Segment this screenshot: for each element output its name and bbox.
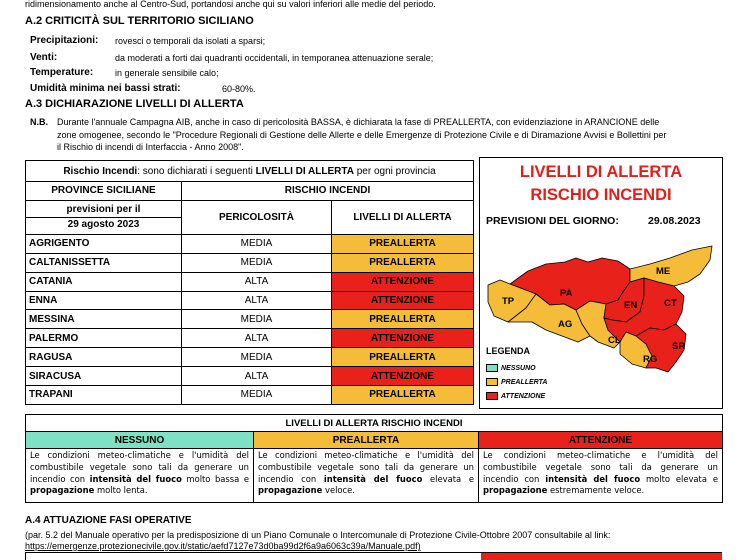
forecast-label: PREVISIONI DEL GIORNO: — [486, 215, 619, 227]
map-label-me: ME — [656, 266, 671, 277]
map-box — [479, 157, 723, 409]
section-a4-text: (par. 5.2 del Manuale operativo per la predisposizione di un Piano Comunale o Intercomunale di Protezione Civile-Ottobre 2007 consultabile al link: — [25, 530, 611, 540]
levels-title: LIVELLI DI ALLERTA RISCHIO INCENDI — [26, 415, 723, 432]
section-a2-title: A.2 CRITICITÀ SUL TERRITORIO SICILIANO — [25, 15, 254, 27]
legend-item-attenzione: ATTENZIONE — [486, 392, 545, 400]
table-row — [26, 272, 474, 291]
intro-text: ridimensionamento anche al Centro-Sud, portandosi anche qui su valori inferiori alle medie del periodo. — [25, 0, 436, 9]
section-a4-title: A.4 ATTUAZIONE FASI OPERATIVE — [25, 515, 192, 526]
map-label-rg: RG — [643, 354, 658, 365]
danger-value: MEDIA — [182, 310, 332, 329]
map-title-line1: LIVELLI DI ALLERTA — [519, 163, 683, 181]
danger-value: MEDIA — [182, 348, 332, 367]
danger-value: ALTA — [182, 272, 332, 291]
danger-value: MEDIA — [182, 234, 332, 253]
table-banner-row — [26, 161, 474, 182]
table-row — [26, 386, 474, 405]
table-row — [26, 310, 474, 329]
venti-label: Venti: — [30, 52, 58, 63]
table-banner: Rischio Incendi: sono dichiarati i seguenti LIVELLI DI ALLERTA per ogni provincia — [26, 161, 474, 182]
nb-text — [57, 116, 727, 154]
province-name: CATANIA — [26, 272, 182, 291]
legend-swatch-preallerta — [486, 378, 498, 386]
alert-level: PREALLERTA — [332, 253, 474, 272]
danger-value: ALTA — [182, 367, 332, 386]
col-levels-header: LIVELLI DI ALLERTA — [332, 200, 474, 234]
province-rows — [26, 234, 474, 404]
temperature-label: Temperature: — [30, 67, 94, 78]
legend-swatch-attenzione — [486, 392, 498, 400]
province-name: MESSINA — [26, 310, 182, 329]
alert-level: ATTENZIONE — [332, 272, 474, 291]
level-desc-attenzione: Le condizioni meteo-climatiche e l'umidità del combustibile vegetale sono tali da generare un incendio con intensità del fuoco molto elevata e propagazione estremamente veloce. — [479, 449, 723, 503]
level-header-attenzione: ATTENZIONE — [479, 432, 723, 449]
map-label-ag: AG — [558, 319, 573, 330]
legend-item-preallerta: PREALLERTA — [486, 378, 547, 386]
map-label-pa: PA — [560, 288, 573, 299]
venti-value: da moderati a forti dai quadranti occidentali, in temporanea attenuazione serale; — [115, 53, 434, 63]
table-row — [26, 291, 474, 310]
table-row — [26, 253, 474, 272]
level-desc-nessuno: Le condizioni meteo-climatiche e l'umidità del combustibile vegetale sono tali da generare un incendio con intensità del fuoco molto bassa e propagazione molto lenta. — [26, 449, 254, 503]
alert-level: PREALLERTA — [332, 310, 474, 329]
map-label-tp: TP — [502, 296, 515, 307]
temperature-value: in generale sensibile calo; — [115, 68, 219, 78]
umidita-label: Umidità minima nei bassi strati: — [30, 83, 181, 94]
alert-level: PREALLERTA — [332, 348, 474, 367]
province-risk-table — [25, 160, 474, 405]
next-table-edge — [25, 552, 722, 560]
map-title-line2: RISCHIO INCENDI — [530, 186, 672, 204]
nb-line-3: il Rischio di incendi di Interfaccia - Anno 2008". — [57, 142, 244, 152]
legend-title: LEGENDA — [486, 346, 531, 356]
map-label-ct: CT — [664, 298, 677, 309]
table-row — [26, 367, 474, 386]
nb-line-1: Durante l'annuale Campagna AIB, anche in caso di pericolosità BASSA, è dichiarata la fase di PREALLERTA, con evidenziazione in ARANCIONE delle — [57, 117, 660, 127]
precipitazioni-value: rovesci o temporali da isolati a sparsi; — [115, 36, 266, 46]
map-label-sr: SR — [672, 341, 686, 352]
next-table-red-cell — [481, 553, 722, 560]
forecast-date-cell: previsioni per il 29 agosto 2023 — [26, 200, 182, 234]
danger-value: ALTA — [182, 291, 332, 310]
col-danger-header: PERICOLOSITÀ — [182, 200, 332, 234]
danger-value: MEDIA — [182, 386, 332, 405]
nb-label: N.B. — [30, 117, 48, 127]
precipitazioni-label: Precipitazioni: — [30, 35, 99, 46]
province-name: TRAPANI — [26, 386, 182, 405]
col-province-header: PROVINCE SICILIANE — [26, 182, 182, 201]
map-label-en: EN — [624, 300, 638, 311]
province-name: ENNA — [26, 291, 182, 310]
levels-table — [25, 414, 723, 503]
level-header-nessuno: NESSUNO — [26, 432, 254, 449]
forecast-date: 29.08.2023 — [648, 215, 701, 227]
danger-value: ALTA — [182, 329, 332, 348]
legend-swatch-nessuno — [486, 364, 498, 372]
province-name: RAGUSA — [26, 348, 182, 367]
province-name: PALERMO — [26, 329, 182, 348]
alert-level: PREALLERTA — [332, 386, 474, 405]
map-label-cl: CL — [608, 335, 621, 346]
alert-level: ATTENZIONE — [332, 291, 474, 310]
province-name: SIRACUSA — [26, 367, 182, 386]
col-risk-header: RISCHIO INCENDI — [182, 182, 474, 201]
manual-link[interactable]: https://emergenze.protezionecivile.gov.it/static/aefd7127e73d0ba99d2f6a9a6063c39a/Manuale.pdf) — [25, 541, 421, 551]
province-name: AGRIGENTO — [26, 234, 182, 253]
legend-item-nessuno: NESSUNO — [486, 364, 536, 372]
section-a3-title: A.3 DICHIARAZIONE LIVELLI DI ALLERTA — [25, 98, 244, 110]
alert-level: ATTENZIONE — [332, 367, 474, 386]
table-row — [26, 348, 474, 367]
alert-level: ATTENZIONE — [332, 329, 474, 348]
nb-line-2: zone omogenee, secondo le "Procedure Regionali di Gestione delle Allerte e delle Emergenze di Protezione Civile e di Diramazione Avvisi e Bollettini per — [57, 129, 667, 140]
umidita-value: 60-80%. — [222, 84, 256, 94]
danger-value: MEDIA — [182, 253, 332, 272]
province-name: CALTANISSETTA — [26, 253, 182, 272]
alert-level: PREALLERTA — [332, 234, 474, 253]
table-row — [26, 234, 474, 253]
table-row — [26, 329, 474, 348]
level-header-preallerta: PREALLERTA — [254, 432, 479, 449]
level-desc-preallerta: Le condizioni meteo-climatiche e l'umidità del combustibile vegetale sono tali da generare un incendio con intensità del fuoco elevata e propagazione veloce. — [254, 449, 479, 503]
